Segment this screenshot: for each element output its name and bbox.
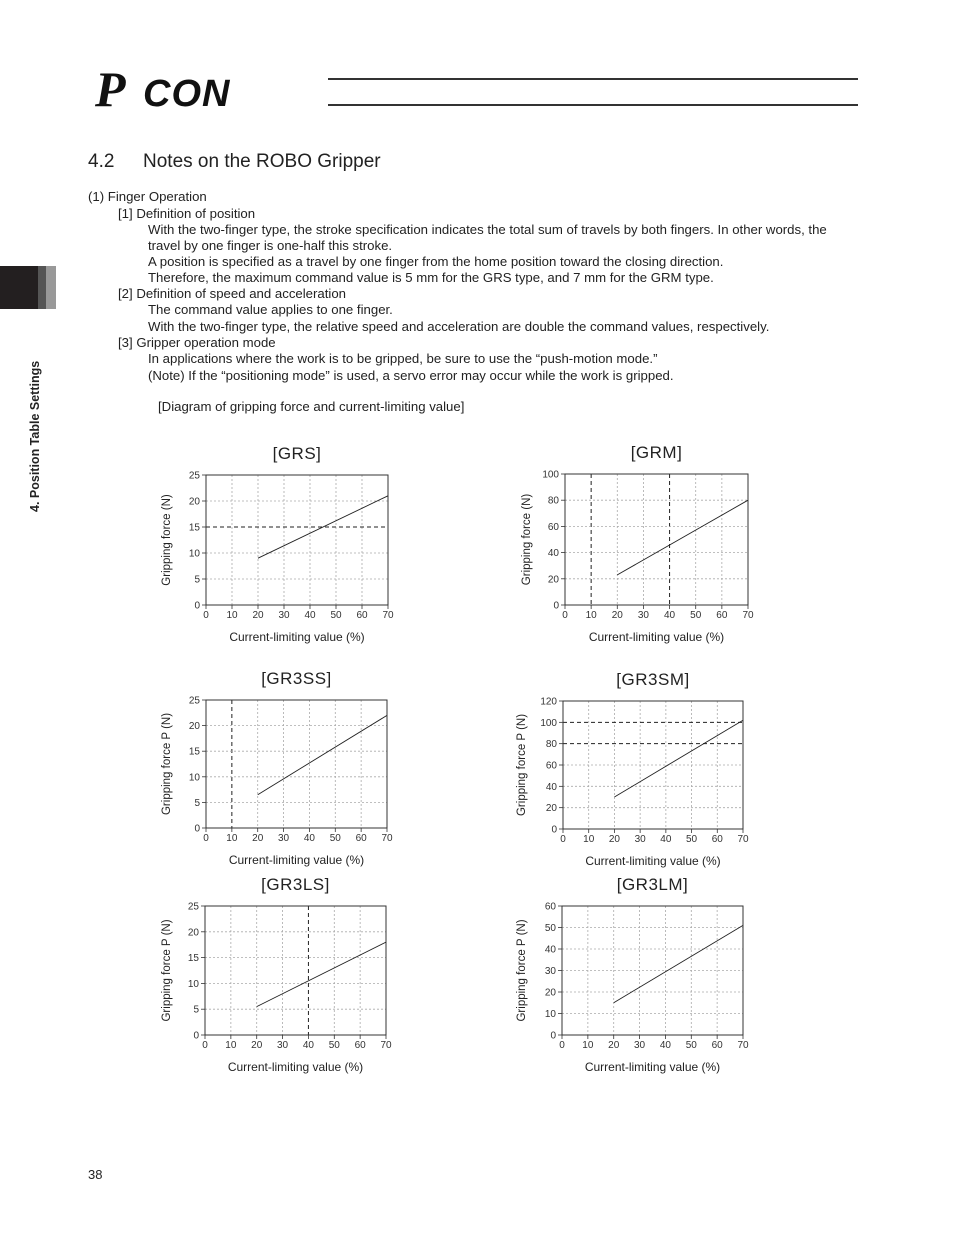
x-tick-label: 30 [637, 610, 649, 621]
x-tick-label: 60 [716, 610, 728, 621]
x-tick-label: 0 [203, 833, 209, 844]
chart-title: [GR3LS] [261, 875, 330, 894]
x-tick-label: 10 [226, 833, 238, 844]
y-axis-label: Gripping force (N) [521, 493, 533, 586]
section-heading [88, 151, 381, 173]
y-tick-label: 50 [544, 923, 556, 934]
chart-gr3ss [150, 665, 410, 870]
series-line [614, 720, 743, 797]
paragraph-1-label: [1] Definition of position [118, 206, 256, 221]
section-number: 4.2 [88, 151, 115, 172]
section-tab-marker [0, 266, 38, 309]
x-tick-label: 20 [608, 1040, 620, 1051]
header-rule-top [328, 78, 858, 80]
y-tick-label: 20 [187, 927, 199, 939]
y-tick-label: 100 [542, 469, 559, 481]
y-tick-label: 15 [188, 746, 200, 758]
x-tick-label: 10 [225, 1040, 237, 1051]
x-tick-label: 70 [382, 610, 394, 621]
y-tick-label: 5 [194, 574, 200, 586]
x-tick-label: 0 [203, 610, 209, 621]
chart-grm [510, 435, 770, 650]
x-tick-label: 50 [685, 1040, 697, 1051]
page-number: 38 [88, 1167, 103, 1182]
y-tick-label: 60 [544, 901, 556, 913]
x-tick-label: 0 [562, 610, 568, 621]
paragraph-1-line-4: Therefore, the maximum command value is 5 mm for the GRS type, and 7 mm for the GRM type. [148, 270, 714, 285]
y-axis-label: Gripping force P (N) [516, 713, 528, 817]
y-tick-label: 20 [188, 496, 200, 508]
x-axis-label: Current-limiting value (%) [229, 630, 365, 644]
pcon-logo [95, 62, 335, 112]
paragraph-2-label: [2] Definition of speed and acceleration [118, 286, 346, 301]
chart-title: [GRS] [272, 444, 322, 463]
paragraph-3-line-1: In applications where the work is to be gripped, be sure to use the “push-motion mode.” [148, 351, 658, 366]
paragraph-1-line-3: A position is specified as a travel by one finger from the home position toward the closing direction. [148, 254, 724, 269]
y-tick-label: 20 [545, 803, 557, 815]
diagram-caption: [Diagram of gripping force and current-limiting value] [158, 399, 465, 414]
x-tick-label: 50 [329, 833, 341, 844]
x-axis-label: Current-limiting value (%) [228, 853, 365, 867]
chart-title: [GR3LM] [616, 875, 689, 894]
y-tick-label: 80 [547, 495, 559, 507]
x-tick-label: 40 [660, 834, 672, 845]
plot-frame [205, 906, 386, 1035]
x-tick-label: 40 [304, 610, 316, 621]
y-tick-label: 0 [194, 823, 200, 835]
chart-gr3ls [150, 870, 410, 1080]
x-tick-label: 60 [356, 610, 368, 621]
x-tick-label: 40 [664, 610, 676, 621]
y-tick-label: 15 [188, 522, 200, 534]
x-axis-label: Current-limiting value (%) [584, 1060, 721, 1074]
x-tick-label: 0 [559, 1040, 565, 1051]
x-tick-label: 20 [252, 833, 264, 844]
y-tick-label: 20 [544, 987, 556, 999]
paragraph-2-line-2: With the two-finger type, the relative speed and acceleration are double the command values, respectively. [148, 319, 770, 334]
x-tick-label: 20 [251, 1040, 263, 1051]
chart-title: [GRM] [630, 443, 683, 462]
y-tick-label: 120 [540, 696, 557, 708]
x-tick-label: 10 [583, 834, 595, 845]
x-tick-label: 20 [611, 610, 623, 621]
y-tick-label: 0 [194, 600, 200, 612]
x-tick-label: 0 [202, 1040, 208, 1051]
y-tick-label: 5 [194, 797, 200, 809]
series-line [257, 942, 386, 1007]
x-tick-label: 40 [303, 833, 315, 844]
x-tick-label: 70 [380, 1040, 392, 1051]
x-tick-label: 50 [330, 610, 342, 621]
chart-gr3sm [505, 665, 765, 870]
x-tick-label: 20 [252, 610, 264, 621]
y-tick-label: 5 [193, 1004, 199, 1016]
y-axis-label: Gripping force (N) [161, 494, 173, 586]
x-tick-label: 70 [737, 1040, 749, 1051]
x-axis-label: Current-limiting value (%) [588, 630, 725, 644]
plot-frame [206, 700, 387, 828]
x-tick-label: 40 [659, 1040, 671, 1051]
paragraph-1-line-2: travel by one finger is one-half this stroke. [148, 238, 393, 253]
x-tick-label: 40 [302, 1040, 314, 1051]
x-tick-label: 70 [381, 833, 393, 844]
y-tick-label: 60 [545, 760, 557, 772]
x-tick-label: 30 [277, 1040, 289, 1051]
logo-letter-p: P [95, 62, 126, 112]
y-tick-label: 30 [544, 966, 556, 977]
y-tick-label: 40 [547, 548, 559, 560]
x-tick-label: 70 [742, 610, 754, 621]
x-tick-label: 60 [354, 1040, 366, 1051]
y-tick-label: 40 [545, 781, 557, 793]
section-title: Notes on the ROBO Gripper [143, 151, 381, 172]
y-tick-label: 10 [188, 772, 200, 784]
chart-grs [150, 435, 410, 650]
y-tick-label: 20 [188, 721, 200, 733]
x-tick-label: 50 [686, 834, 698, 845]
y-tick-label: 25 [188, 470, 200, 482]
y-tick-label: 100 [540, 717, 557, 729]
paragraph-3-label: [3] Gripper operation mode [118, 335, 276, 350]
y-axis-label: Gripping force P (N) [161, 712, 173, 816]
x-tick-label: 30 [634, 834, 646, 845]
y-axis-label: Gripping force P (N) [516, 919, 528, 1022]
plot-frame [565, 474, 748, 605]
x-tick-label: 60 [711, 834, 723, 845]
section-tab-marker-mid [38, 266, 46, 309]
x-tick-label: 70 [737, 834, 749, 845]
x-tick-label: 60 [355, 833, 367, 844]
y-tick-label: 0 [553, 600, 559, 612]
y-tick-label: 40 [544, 944, 556, 956]
item-1-label: (1) Finger Operation [88, 189, 207, 204]
series-line [258, 715, 387, 794]
paragraph-3-note: (Note) If the “positioning mode” is used, a servo error may occur while the work is gripped. [148, 368, 674, 383]
y-tick-label: 0 [551, 824, 557, 836]
y-axis-label: Gripping force P (N) [161, 919, 173, 1022]
x-tick-label: 50 [690, 610, 702, 621]
x-tick-label: 60 [711, 1040, 723, 1051]
y-tick-label: 80 [545, 739, 557, 751]
paragraph-2-line-1: The command value applies to one finger. [148, 302, 393, 317]
y-tick-label: 0 [550, 1030, 556, 1042]
x-tick-label: 50 [328, 1040, 340, 1051]
series-line [617, 500, 748, 575]
header-rule-bottom [328, 104, 858, 106]
y-tick-label: 10 [188, 548, 200, 560]
section-tab-marker-light [46, 266, 56, 309]
y-tick-label: 10 [187, 978, 199, 990]
plot-frame [206, 475, 388, 605]
x-tick-label: 30 [278, 833, 290, 844]
x-tick-label: 0 [560, 834, 566, 845]
chart-gr3lm [505, 870, 765, 1080]
y-tick-label: 25 [188, 695, 200, 707]
chart-title: [GR3SS] [261, 669, 332, 688]
series-line [614, 925, 743, 1002]
y-tick-label: 10 [544, 1009, 556, 1020]
y-tick-label: 60 [547, 521, 559, 533]
logo-letters-con: CON [143, 73, 231, 112]
chart-title: [GR3SM] [616, 670, 690, 689]
y-tick-label: 20 [547, 574, 559, 586]
y-tick-label: 25 [187, 901, 199, 913]
x-tick-label: 10 [226, 610, 238, 621]
sidebar-section-label: 4. Position Table Settings [28, 360, 42, 512]
x-axis-label: Current-limiting value (%) [585, 854, 721, 868]
x-tick-label: 10 [585, 610, 597, 621]
y-tick-label: 0 [193, 1030, 199, 1042]
x-tick-label: 10 [582, 1040, 594, 1051]
x-tick-label: 20 [608, 834, 620, 845]
x-tick-label: 30 [634, 1040, 646, 1051]
x-axis-label: Current-limiting value (%) [227, 1060, 364, 1074]
x-tick-label: 30 [278, 610, 290, 621]
paragraph-1-line-1: With the two-finger type, the stroke specification indicates the total sum of travels by both fingers. In other words, the [148, 222, 827, 237]
y-tick-label: 15 [187, 953, 199, 965]
